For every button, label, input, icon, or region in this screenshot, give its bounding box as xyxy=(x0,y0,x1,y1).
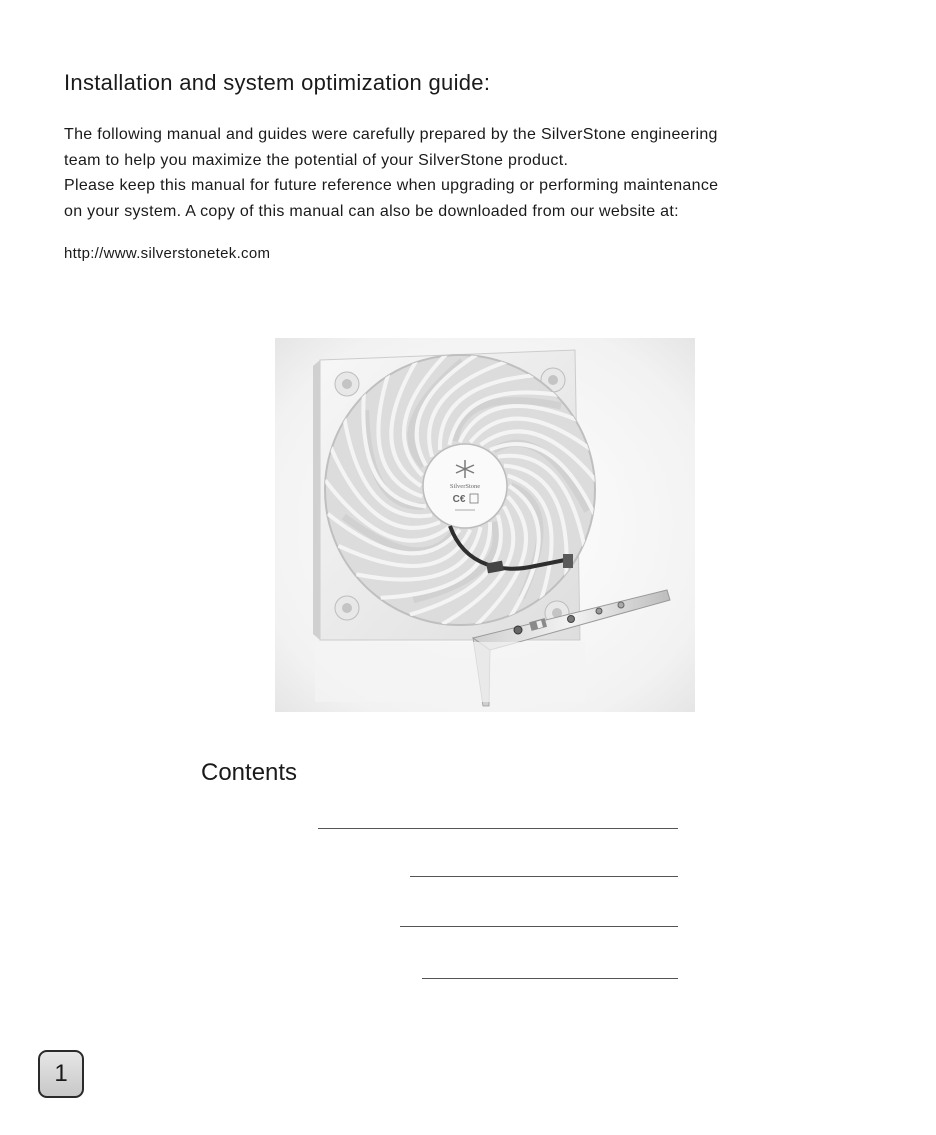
toc-leader-line xyxy=(410,876,678,877)
contents-title: Contents xyxy=(201,759,298,786)
intro-line: team to help you maximize the potential of your SilverStone product. xyxy=(64,151,569,169)
intro-paragraph xyxy=(64,122,884,224)
intro-line: Please keep this manual for future reference when upgrading or performing maintenance xyxy=(64,177,719,194)
page-number-badge: 1 xyxy=(38,1050,84,1098)
fan-hub xyxy=(423,444,507,528)
toc-leader-line xyxy=(422,978,678,979)
intro-line: on your system. A copy of this manual can also be downloaded from our website at: xyxy=(64,202,679,220)
hub-brand-label: SilverStone xyxy=(449,483,481,490)
intro-line: The following manual and guides were carefully prepared by the SilverStone engineering xyxy=(64,126,718,143)
toc-leader-line xyxy=(318,828,678,829)
website-url: http://www.silverstonetek.com xyxy=(64,245,271,262)
svg-text:C€: C€ xyxy=(452,494,466,505)
page-heading: Installation and system optimization guide: xyxy=(64,70,491,95)
product-photo xyxy=(275,338,695,712)
toc-leader-line xyxy=(400,926,678,927)
